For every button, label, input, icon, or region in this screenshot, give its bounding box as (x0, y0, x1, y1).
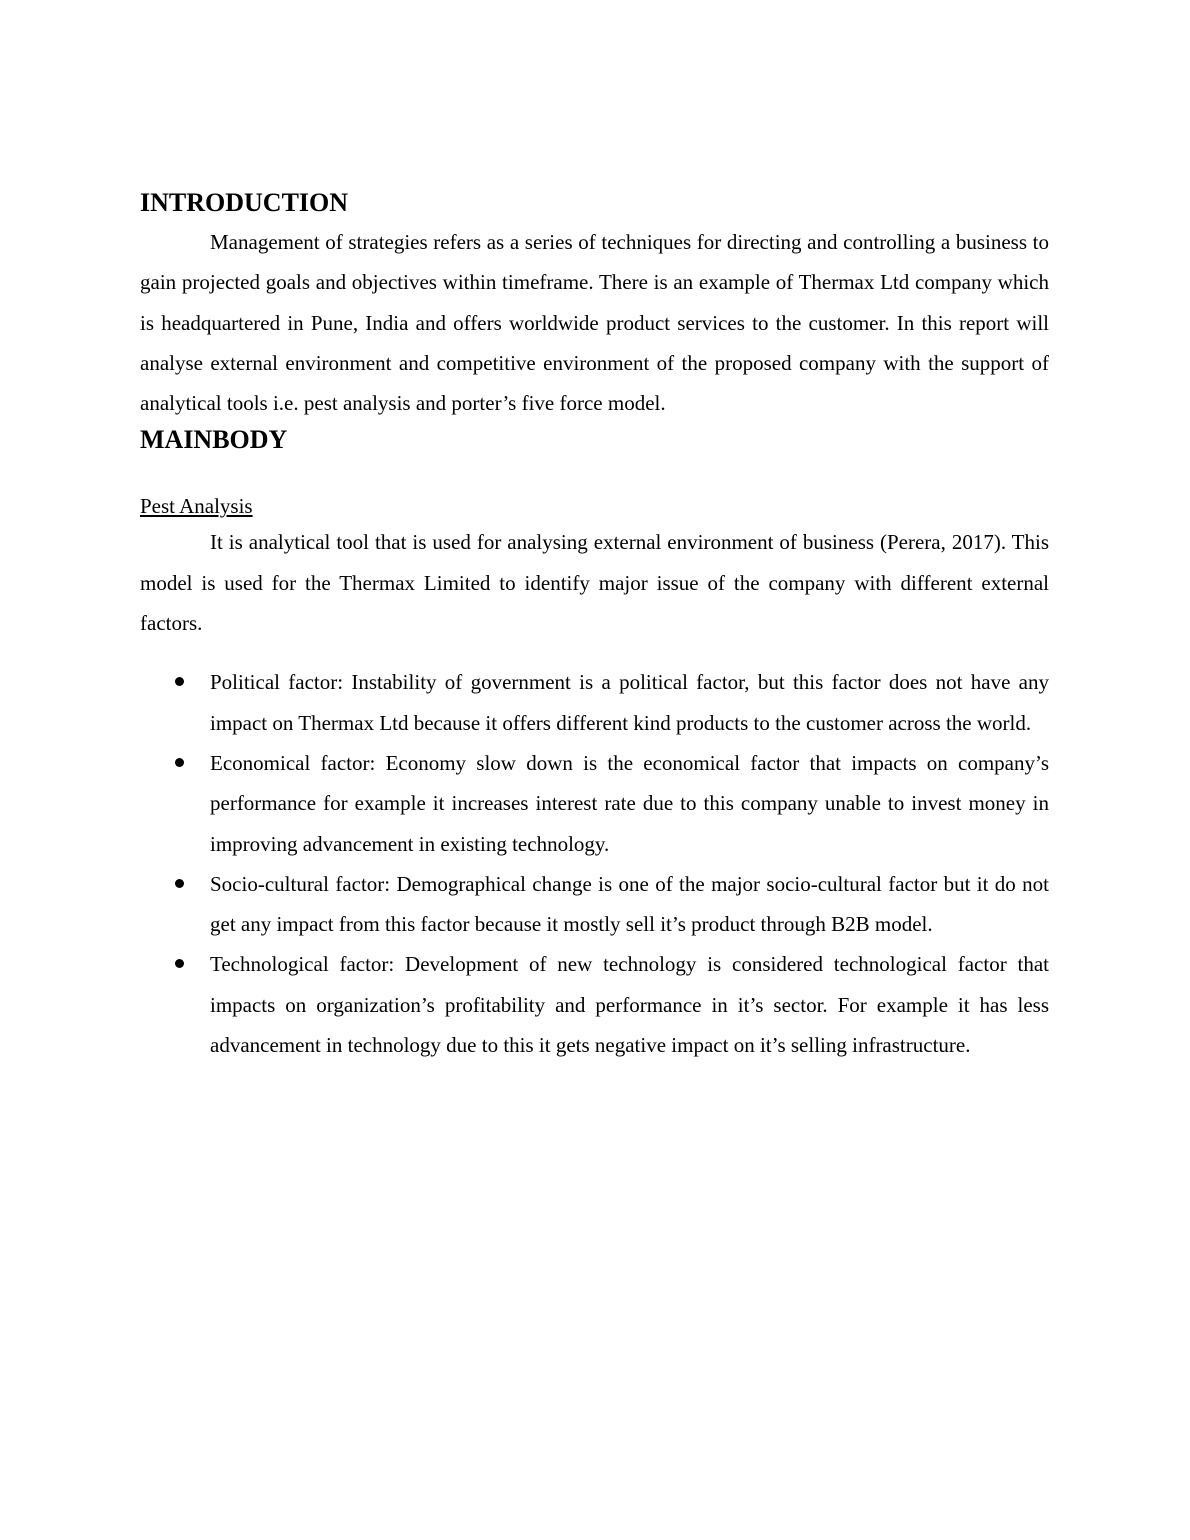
bullet-icon (175, 959, 184, 968)
list-item-political (140, 662, 1049, 743)
list-item-text: Technological factor: Development of new technology is considered technological factor that impacts on organization’s profitability and performance in it’s sector. For example it has less advancement in technology due to this it gets negative impact on it’s selling infrastructure. (210, 952, 1049, 1058)
pest-factors-list (140, 662, 1049, 1065)
pest-analysis-subheading: Pest Analysis (140, 494, 253, 519)
list-item-text: Socio-cultural factor: Demographical change is one of the major socio-cultural factor but it do not get any impact from this factor because it mostly sell it’s product through B2B model. (210, 871, 1049, 937)
list-item-text: Political factor: Instability of government is a political factor, but this factor does not have any impact on Thermax Ltd because it offers different kind products to the customer across the world. (210, 670, 1049, 735)
bullet-icon (175, 677, 184, 686)
list-item-text: Economical factor: Economy slow down is the economical factor that impacts on company’s performance for example it increases interest rate due to this company unable to invest money in improving advancement in existing technology. (210, 750, 1049, 856)
introduction-paragraph: Management of strategies refers as a series of techniques for directing and controlling a business to gain projected goals and objectives within timeframe. There is an example of Thermax Ltd company which is headquartered in Pune, India and offers worldwide product services to the customer. In this report will analyse external environment and competitive environment of the proposed company with the support of analytical tools i.e. pest analysis and porter’s five force model. (140, 230, 1049, 416)
pest-analysis-paragraph: It is analytical tool that is used for analysing external environment of business (Perera, 2017). This model is used for the Thermax Limited to identify major issue of the company with different external factors. (140, 530, 1049, 636)
introduction-heading: INTRODUCTION (140, 188, 349, 217)
mainbody-heading: MAINBODY (140, 425, 288, 455)
list-item-technological (140, 944, 1049, 1065)
bullet-icon (175, 879, 184, 888)
list-item-socio-cultural (140, 864, 1049, 945)
document-page (140, 186, 1049, 1065)
list-item-economical (140, 743, 1049, 864)
bullet-icon (175, 758, 184, 767)
